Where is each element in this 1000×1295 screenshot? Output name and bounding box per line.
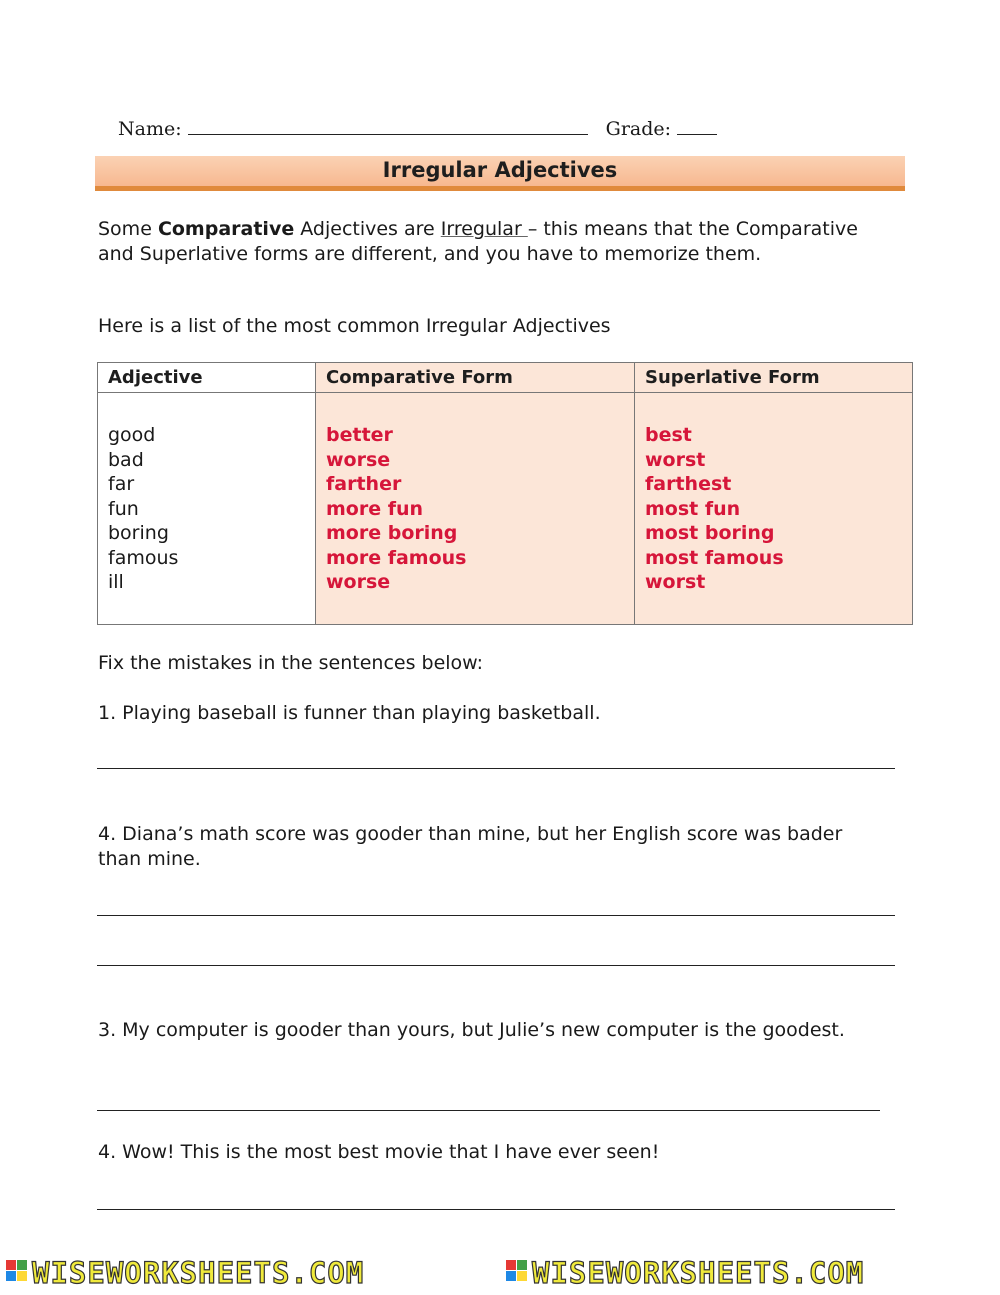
intro-text: Some	[98, 218, 158, 240]
grade-field[interactable]	[677, 133, 717, 135]
sentence-2: 4. Diana’s math score was gooder than mine, but her English score was bader than mine.	[98, 823, 843, 870]
watermark-text: WISEWORKSHEETS.COM	[532, 1256, 865, 1290]
comparative-cell: worse	[326, 571, 391, 593]
column-header: Comparative Form	[316, 363, 634, 393]
superlative-cell: farthest	[645, 473, 732, 495]
adjective-cell: bad	[108, 448, 144, 471]
comparative-cell: better	[326, 424, 393, 446]
answer-line[interactable]	[97, 768, 895, 769]
watermark-logo	[0, 1252, 1000, 1291]
sentence-3: 3. My computer is gooder than yours, but Julie’s new computer is the goodest.	[98, 1019, 845, 1041]
answer-line[interactable]	[97, 965, 895, 966]
superlative-cell: best	[645, 424, 692, 446]
instructions: Fix the mistakes in the sentences below:	[98, 652, 484, 674]
logo-icon	[6, 1260, 27, 1281]
adjective-column	[98, 363, 316, 624]
superlative-cell: most boring	[645, 522, 775, 544]
name-label: Name:	[118, 118, 182, 140]
watermark-text: WISEWORKSHEETS.COM	[32, 1256, 365, 1290]
adjective-cell: famous	[108, 546, 179, 569]
intro-text: – this means that the Comparative and Superlative forms are different, and you have to memorize them.	[98, 218, 858, 265]
adjective-cell: ill	[108, 571, 124, 593]
superlative-cell: worst	[645, 571, 706, 593]
answer-line[interactable]	[97, 1209, 895, 1210]
adjective-cell: fun	[108, 497, 139, 520]
logo-icon	[506, 1260, 527, 1281]
name-grade-row	[118, 118, 717, 140]
intro-underlined-word: Irregular	[440, 218, 528, 240]
name-field[interactable]	[188, 133, 588, 135]
footer-watermark	[0, 1252, 1000, 1291]
superlative-cell: worst	[645, 448, 706, 471]
answer-line[interactable]	[97, 1110, 880, 1111]
superlative-column	[635, 363, 912, 624]
superlative-cell: most fun	[645, 497, 741, 520]
comparative-cell: more famous	[326, 546, 467, 569]
adjective-cell: boring	[108, 522, 169, 544]
superlative-cell: most famous	[645, 546, 784, 569]
comparative-cell: farther	[326, 473, 402, 495]
grade-label: Grade:	[605, 118, 672, 140]
column-header: Adjective	[98, 363, 315, 393]
comparative-cell: more fun	[326, 497, 424, 520]
irregular-adjectives-table	[97, 362, 913, 625]
sentence-4: 4. Wow! This is the most best movie that I have ever seen!	[98, 1141, 660, 1163]
page-title: Irregular Adjectives	[95, 156, 905, 191]
column-header: Superlative Form	[635, 363, 912, 393]
sentence-1: 1. Playing baseball is funner than playing basketball.	[98, 702, 601, 724]
list-intro: Here is a list of the most common Irregular Adjectives	[98, 315, 611, 337]
comparative-cell: more boring	[326, 522, 458, 544]
comparative-column	[316, 363, 635, 624]
adjective-cell: far	[108, 473, 135, 495]
intro-bold-word: Comparative	[157, 218, 295, 240]
intro-paragraph	[98, 217, 898, 266]
comparative-cell: worse	[326, 448, 391, 471]
answer-line[interactable]	[97, 915, 895, 916]
intro-text: Adjectives are	[294, 218, 441, 240]
adjective-cell: good	[108, 424, 156, 446]
